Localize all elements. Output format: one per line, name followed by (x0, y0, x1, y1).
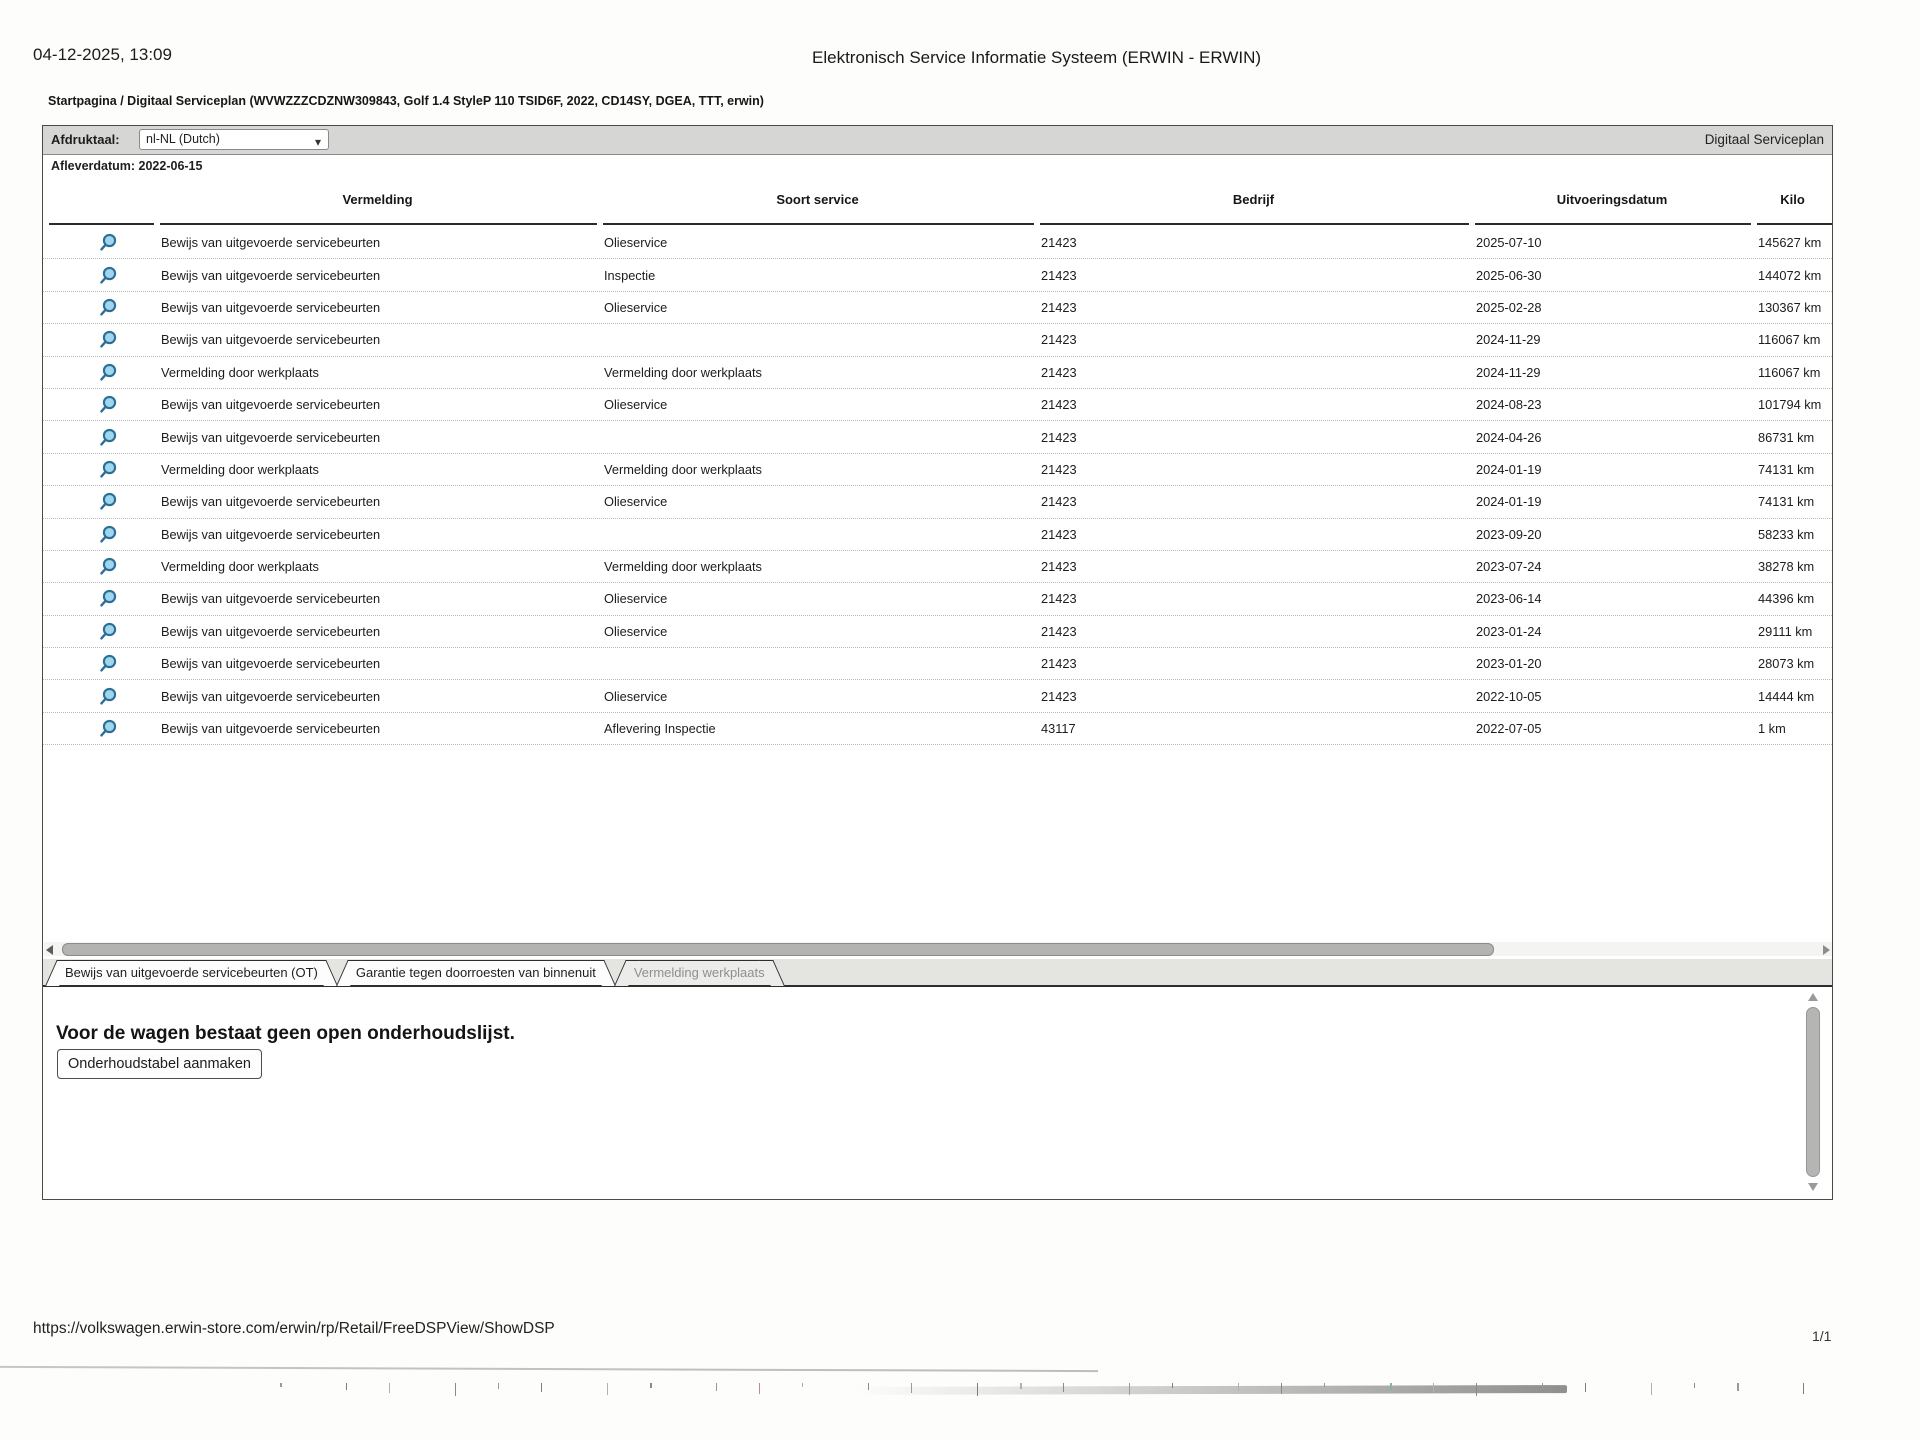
magnifier-icon[interactable] (99, 557, 118, 576)
cell-bedrijf: 21423 (1041, 364, 1077, 380)
table-row (43, 648, 1832, 680)
magnifier-icon[interactable] (99, 492, 118, 511)
cell-soort-service: Aflevering Inspectie (604, 721, 716, 737)
table-row (43, 583, 1832, 615)
table-row (43, 357, 1832, 389)
header-divider (1040, 223, 1469, 225)
magnifier-icon[interactable] (99, 298, 118, 317)
row-detail-button[interactable] (43, 687, 156, 706)
column-header-soort-service: Soort service (776, 192, 859, 207)
table-row (43, 519, 1832, 551)
cell-bedrijf: 21423 (1041, 267, 1077, 283)
header-divider (160, 223, 597, 225)
table-row (43, 259, 1832, 291)
cell-soort-service: Olieservice (604, 299, 668, 315)
cell-uitvoeringsdatum: 2023-07-24 (1476, 559, 1542, 575)
cell-bedrijf: 21423 (1041, 429, 1077, 445)
cell-kilometerstand: 101794 km (1758, 397, 1822, 413)
create-maintenance-table-button[interactable]: Onderhoudstabel aanmaken (57, 1049, 262, 1079)
print-language-label: Afdruktaal: (51, 132, 120, 147)
row-detail-button[interactable] (43, 428, 156, 447)
cell-uitvoeringsdatum: 2025-02-28 (1476, 299, 1542, 315)
cell-bedrijf: 21423 (1041, 591, 1077, 607)
cell-kilometerstand: 74131 km (1758, 494, 1815, 510)
cell-uitvoeringsdatum: 2023-09-20 (1476, 526, 1542, 542)
cell-bedrijf: 21423 (1041, 656, 1077, 672)
vertical-scrollbar[interactable] (1804, 991, 1822, 1193)
horizontal-scrollbar[interactable] (44, 942, 1832, 956)
cell-vermelding: Bewijs van uitgevoerde servicebeurten (161, 623, 381, 639)
cell-vermelding: Bewijs van uitgevoerde servicebeurten (161, 332, 381, 348)
page-number: 1/1 (1812, 1328, 1832, 1344)
column-header-kilometerstand: Kilo (1780, 192, 1805, 207)
row-detail-button[interactable] (43, 557, 156, 576)
magnifier-icon[interactable] (99, 395, 118, 414)
table-row (43, 713, 1832, 745)
cell-bedrijf: 21423 (1041, 559, 1077, 575)
cell-vermelding: Bewijs van uitgevoerde servicebeurten (161, 235, 381, 251)
magnifier-icon[interactable] (99, 589, 118, 608)
cell-vermelding: Bewijs van uitgevoerde servicebeurten (161, 267, 381, 283)
row-detail-button[interactable] (43, 298, 156, 317)
cell-vermelding: Bewijs van uitgevoerde servicebeurten (161, 721, 381, 737)
table-row (43, 616, 1832, 648)
table-row (43, 421, 1832, 453)
cell-bedrijf: 21423 (1041, 494, 1077, 510)
page-title: Elektronisch Service Informatie Systeem (ERWIN - ERWIN) (812, 48, 1262, 67)
panel-title: Digitaal Serviceplan (1704, 132, 1824, 147)
header-divider (603, 223, 1034, 225)
vertical-scrollbar-thumb[interactable] (1806, 1007, 1820, 1177)
cell-soort-service: Olieservice (604, 397, 668, 413)
table-row (43, 292, 1832, 324)
print-language-value: nl-NL (Dutch) (146, 132, 220, 146)
cell-soort-service: Olieservice (604, 494, 668, 510)
scan-artifact-ticks (0, 1383, 1920, 1407)
table-row (43, 324, 1832, 356)
row-detail-button[interactable] (43, 589, 156, 608)
header-divider (49, 223, 154, 225)
print-timestamp: 04-12-2025, 13:09 (33, 45, 172, 64)
magnifier-icon[interactable] (99, 525, 118, 544)
breadcrumb: Startpagina / Digitaal Serviceplan (WVWZZZCDZNW309843, Golf 1.4 StyleP 110 TSID6F, 2022, CD14SY, DGEA, TTT, erwin) (48, 94, 764, 108)
cell-kilometerstand: 116067 km (1758, 332, 1821, 348)
scan-artifact-line (0, 1366, 1098, 1372)
row-detail-button[interactable] (43, 654, 156, 673)
row-detail-button[interactable] (43, 622, 156, 641)
cell-soort-service: Olieservice (604, 623, 668, 639)
cell-kilometerstand: 130367 km (1758, 299, 1822, 315)
column-header-vermelding: Vermelding (342, 192, 413, 207)
cell-vermelding: Bewijs van uitgevoerde servicebeurten (161, 591, 381, 607)
table-row (43, 680, 1832, 712)
cell-uitvoeringsdatum: 2025-07-10 (1476, 235, 1542, 251)
maintenance-panel (43, 987, 1832, 1198)
row-detail-button[interactable] (43, 719, 156, 738)
tab-garantie-doorroesten[interactable]: Garantie tegen doorroesten van binnenuit (348, 960, 604, 985)
cell-vermelding: Bewijs van uitgevoerde servicebeurten (161, 526, 381, 542)
magnifier-icon[interactable] (99, 266, 118, 285)
cell-kilometerstand: 74131 km (1758, 461, 1815, 477)
cell-uitvoeringsdatum: 2024-11-29 (1476, 364, 1541, 380)
service-plan-frame (42, 125, 1833, 1200)
table-row (43, 227, 1832, 259)
table-row (43, 486, 1832, 518)
cell-soort-service: Olieservice (604, 235, 668, 251)
cell-soort-service: Inspectie (604, 267, 656, 283)
cell-bedrijf: 43117 (1041, 721, 1076, 737)
cell-vermelding: Bewijs van uitgevoerde servicebeurten (161, 656, 381, 672)
magnifier-icon[interactable] (99, 460, 118, 479)
cell-kilometerstand: 38278 km (1758, 559, 1815, 575)
row-detail-button[interactable] (43, 266, 156, 285)
column-header-bedrijf: Bedrijf (1232, 192, 1275, 207)
cell-uitvoeringsdatum: 2023-01-24 (1476, 623, 1542, 639)
magnifier-icon[interactable] (99, 719, 118, 738)
cell-bedrijf: 21423 (1041, 688, 1077, 704)
magnifier-icon[interactable] (99, 363, 118, 382)
table-row (43, 551, 1832, 583)
row-detail-button[interactable] (43, 525, 156, 544)
row-detail-button[interactable] (43, 233, 156, 252)
row-detail-button[interactable] (43, 395, 156, 414)
tab-bar (43, 959, 1832, 987)
cell-vermelding: Vermelding door werkplaats (161, 461, 319, 477)
cell-uitvoeringsdatum: 2024-04-26 (1476, 429, 1542, 445)
cell-vermelding: Vermelding door werkplaats (161, 559, 319, 575)
cell-vermelding: Vermelding door werkplaats (161, 364, 319, 380)
magnifier-icon[interactable] (99, 428, 118, 447)
footer-url: https://volkswagen.erwin-store.com/erwin/rp/Retail/FreeDSPView/ShowDSP (33, 1320, 555, 1337)
scroll-right-icon[interactable] (1823, 945, 1830, 955)
magnifier-icon[interactable] (99, 330, 118, 349)
cell-bedrijf: 21423 (1041, 397, 1077, 413)
toolbar (43, 126, 1832, 155)
cell-kilometerstand: 14444 km (1758, 688, 1815, 704)
cell-vermelding: Bewijs van uitgevoerde servicebeurten (161, 299, 381, 315)
column-header-uitvoeringsdatum: Uitvoeringsdatum (1556, 192, 1668, 207)
cell-soort-service: Vermelding door werkplaats (604, 364, 762, 380)
cell-kilometerstand: 58233 km (1758, 526, 1815, 542)
header-divider (1757, 223, 1832, 225)
row-detail-button[interactable] (43, 460, 156, 479)
chevron-down-icon: ▾ (314, 135, 321, 149)
table-row (43, 454, 1832, 486)
cell-bedrijf: 21423 (1041, 526, 1077, 542)
cell-uitvoeringsdatum: 2025-06-30 (1476, 267, 1542, 283)
cell-uitvoeringsdatum: 2024-01-19 (1476, 461, 1542, 477)
cell-kilometerstand: 116067 km (1758, 364, 1821, 380)
cell-vermelding: Bewijs van uitgevoerde servicebeurten (161, 688, 381, 704)
magnifier-icon[interactable] (99, 687, 118, 706)
magnifier-icon[interactable] (99, 233, 118, 252)
scroll-up-icon[interactable] (1808, 993, 1818, 1001)
cell-bedrijf: 21423 (1041, 623, 1077, 639)
cell-kilometerstand: 1 km (1758, 721, 1786, 737)
row-detail-button[interactable] (43, 330, 156, 349)
print-language-select[interactable] (139, 129, 329, 150)
cell-kilometerstand: 145627 km (1758, 235, 1822, 251)
cell-soort-service: Olieservice (604, 591, 668, 607)
cell-uitvoeringsdatum: 2024-11-29 (1476, 332, 1541, 348)
cell-vermelding: Bewijs van uitgevoerde servicebeurten (161, 397, 381, 413)
row-detail-button[interactable] (43, 363, 156, 382)
cell-kilometerstand: 44396 km (1758, 591, 1815, 607)
cell-uitvoeringsdatum: 2024-08-23 (1476, 397, 1542, 413)
cell-soort-service: Olieservice (604, 688, 668, 704)
cell-kilometerstand: 28073 km (1758, 656, 1815, 672)
magnifier-icon[interactable] (99, 654, 118, 673)
cell-bedrijf: 21423 (1041, 461, 1077, 477)
cell-uitvoeringsdatum: 2023-01-20 (1476, 656, 1542, 672)
cell-bedrijf: 21423 (1041, 299, 1077, 315)
cell-vermelding: Bewijs van uitgevoerde servicebeurten (161, 494, 381, 510)
cell-uitvoeringsdatum: 2022-07-05 (1476, 721, 1542, 737)
row-detail-button[interactable] (43, 492, 156, 511)
cell-kilometerstand: 144072 km (1758, 267, 1822, 283)
cell-uitvoeringsdatum: 2023-06-14 (1476, 591, 1542, 607)
delivery-date: Afleverdatum: 2022-06-15 (51, 159, 203, 173)
cell-kilometerstand: 86731 km (1758, 429, 1815, 445)
no-open-maintenance-message: Voor de wagen bestaat geen open onderhoudslijst. (56, 1023, 515, 1044)
cell-bedrijf: 21423 (1041, 235, 1077, 251)
cell-uitvoeringsdatum: 2022-10-05 (1476, 688, 1542, 704)
scroll-left-icon[interactable] (46, 945, 53, 955)
cell-bedrijf: 21423 (1041, 332, 1077, 348)
cell-uitvoeringsdatum: 2024-01-19 (1476, 494, 1542, 510)
cell-vermelding: Bewijs van uitgevoerde servicebeurten (161, 429, 381, 445)
cell-soort-service: Vermelding door werkplaats (604, 461, 762, 477)
cell-kilometerstand: 29111 km (1758, 623, 1813, 639)
magnifier-icon[interactable] (99, 622, 118, 641)
cell-soort-service: Vermelding door werkplaats (604, 559, 762, 575)
scroll-down-icon[interactable] (1808, 1183, 1818, 1191)
header-divider (1475, 223, 1751, 225)
service-table-body (43, 227, 1832, 745)
tab-vermelding-werkplaats[interactable]: Vermelding werkplaats (626, 960, 773, 985)
tab-bewijs-servicebeurten[interactable]: Bewijs van uitgevoerde servicebeurten (OT) (57, 960, 326, 985)
horizontal-scrollbar-thumb[interactable] (62, 943, 1494, 956)
table-row (43, 389, 1832, 421)
